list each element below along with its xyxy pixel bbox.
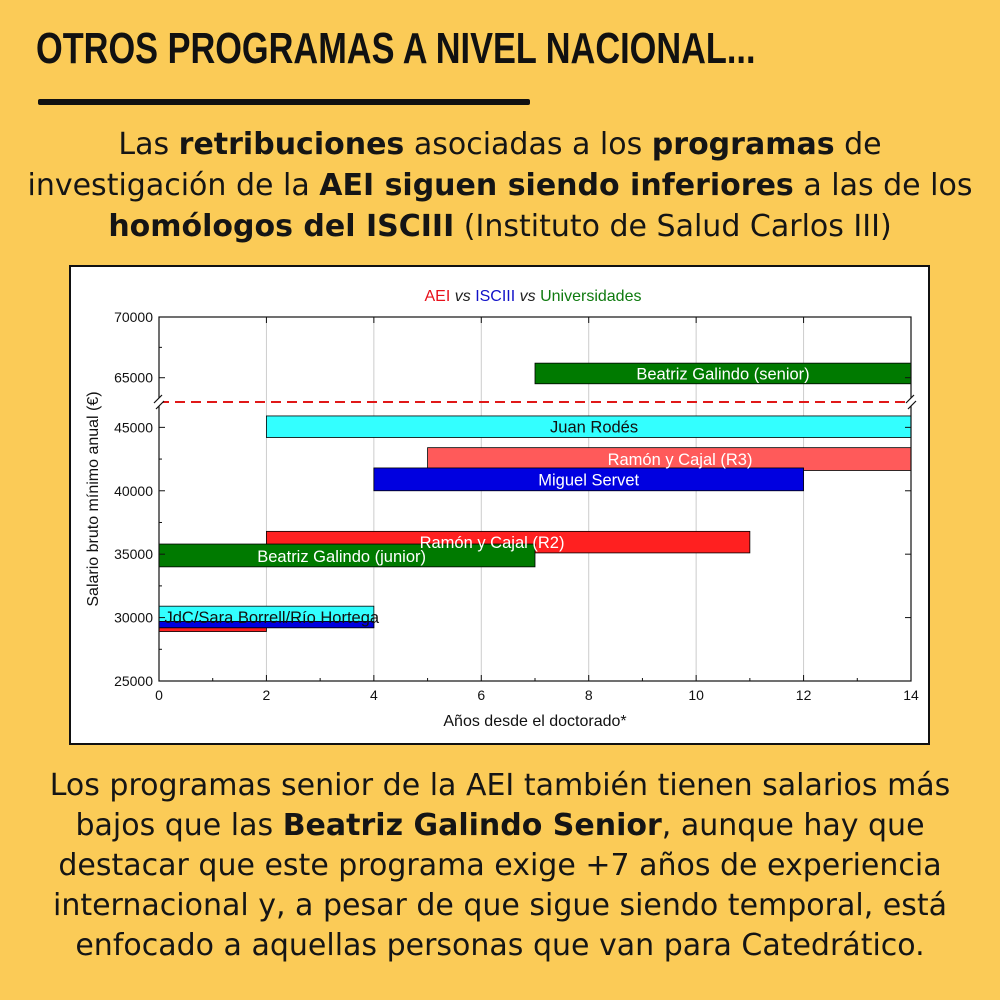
chart-title-part: Universidades: [540, 288, 642, 305]
y-tick-label: 45000: [114, 419, 153, 436]
y-tick-label: 40000: [114, 482, 153, 499]
x-tick-label: 6: [477, 687, 486, 703]
y-tick-label: 30000: [114, 609, 153, 626]
y-axis-label: Salario bruto mínimo anual (€): [85, 391, 102, 607]
outro-paragraph: [20, 766, 980, 966]
bar-label: Ramón y Cajal (R2): [419, 534, 565, 553]
intro-bold-1: retribuciones: [178, 127, 405, 162]
intro-text-3: de investigación de la: [27, 127, 882, 203]
intro-text-5: (Instituto de Salud Carlos III): [454, 209, 892, 244]
y-tick-label: 35000: [114, 546, 153, 563]
outro-text-1: Los programas senior de la AEI también tienen salarios más bajos que las: [49, 768, 951, 843]
axis-break-gap: [155, 398, 163, 406]
x-tick-label: 8: [584, 687, 593, 703]
intro-bold-4: homólogos del ISCIII: [108, 209, 455, 244]
intro-text-1: Las: [118, 127, 179, 162]
x-tick-label: 14: [903, 687, 919, 703]
chart-title: [425, 288, 642, 305]
x-tick-label: 2: [262, 687, 271, 703]
page-title: OTROS PROGRAMAS A NIVEL NACIONAL...: [36, 24, 756, 73]
bar-label: Juan Rodés: [550, 418, 639, 437]
outro-bold-1: Beatriz Galindo Senior: [282, 808, 662, 843]
bar-label: Beatriz Galindo (junior): [257, 548, 427, 567]
intro-text-4: a las de los: [793, 168, 973, 203]
bar-label: Beatriz Galindo (senior): [636, 365, 810, 384]
intro-bold-3: AEI siguen siendo inferiores: [319, 168, 794, 203]
salary-chart: [69, 265, 930, 745]
axis-break-gap: [907, 398, 915, 406]
chart-title-part: AEI: [424, 288, 451, 305]
chart-title-part: ISCIII: [475, 288, 516, 305]
intro-text-2: asociadas a los: [404, 127, 652, 162]
x-tick-label: 12: [795, 687, 812, 703]
bar-label: Miguel Servet: [538, 471, 640, 490]
title-underline: [38, 99, 530, 105]
x-tick-label: 10: [688, 687, 704, 703]
bar-label: Ramón y Cajal (R3): [607, 451, 753, 470]
y-tick-label: 70000: [114, 309, 153, 325]
y-tick-label: 25000: [114, 673, 153, 689]
chart-title-part: vs: [450, 288, 476, 305]
y-tick-label: 65000: [114, 369, 153, 386]
bar-label: JdC/Sara Borrell/Río Hortega: [164, 608, 380, 627]
x-tick-label: 0: [155, 687, 163, 703]
x-tick-label: 4: [369, 687, 378, 703]
x-axis-label: Años desde el doctorado*: [443, 713, 627, 730]
intro-paragraph: [20, 124, 980, 247]
intro-bold-2: programas: [651, 127, 835, 162]
outro-text-2: , aunque hay que destacar que este programa exige +7 años de experiencia internacional y, a pesar de que sigue siendo temporal, está enfocado a aquellas personas que van para Catedrático.: [52, 808, 948, 963]
chart-title-part: vs: [515, 288, 541, 305]
salary-chart-svg: [71, 267, 928, 743]
